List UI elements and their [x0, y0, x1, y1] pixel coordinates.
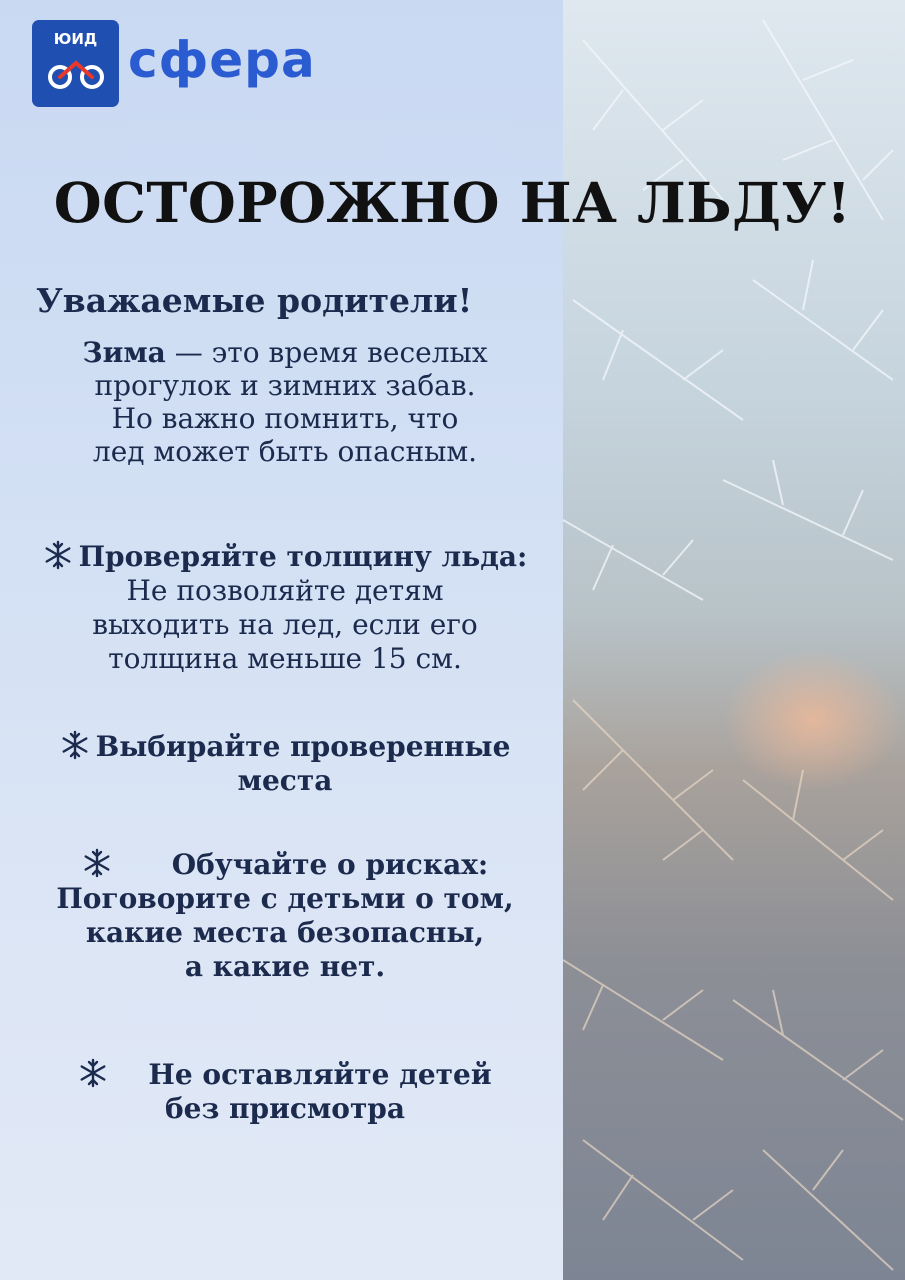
snowflake-icon: [43, 540, 73, 570]
greeting-heading: Уважаемые родители!: [36, 281, 473, 320]
tip-title: Проверяйте толщину льда:: [78, 540, 528, 573]
tip-body: Не позволяйте детям выходить на лед, если его толщина меньше 15 см.: [92, 574, 478, 675]
tip-title: Обучайте о рисках:: [171, 848, 489, 881]
intro-text: — это время веселых прогулок и зимних забав. Но важно помнить, что лед может быть опасным.: [92, 336, 488, 468]
tip-title: Не оставляйте детей: [148, 1058, 492, 1091]
tip-ice-thickness: [10, 540, 560, 676]
page-title: ОСТОРОЖНО НА ЛЬДУ!: [53, 170, 852, 235]
tip-body: Поговорите с детьми о том, какие места безопасны, а какие нет.: [56, 882, 514, 983]
tip-title: Выбирайте проверенные: [95, 730, 511, 763]
bicycle-icon: [46, 55, 106, 91]
tip-body: без присмотра: [164, 1092, 406, 1125]
tip-body: места: [237, 764, 333, 797]
intro-paragraph: [20, 336, 550, 468]
tip-safe-places: [10, 730, 560, 798]
sfera-logo-wordmark: сфера: [128, 31, 316, 89]
intro-lead-word: Зима: [82, 336, 166, 369]
yuid-logo-badge: [32, 20, 119, 107]
snowflake-icon: [82, 848, 112, 878]
snowflake-icon: [60, 730, 90, 760]
yuid-logo-text: ЮИД: [53, 30, 98, 48]
snowflake-icon: [78, 1058, 108, 1088]
tip-risks: [10, 848, 560, 984]
tip-supervision: [10, 1058, 560, 1126]
